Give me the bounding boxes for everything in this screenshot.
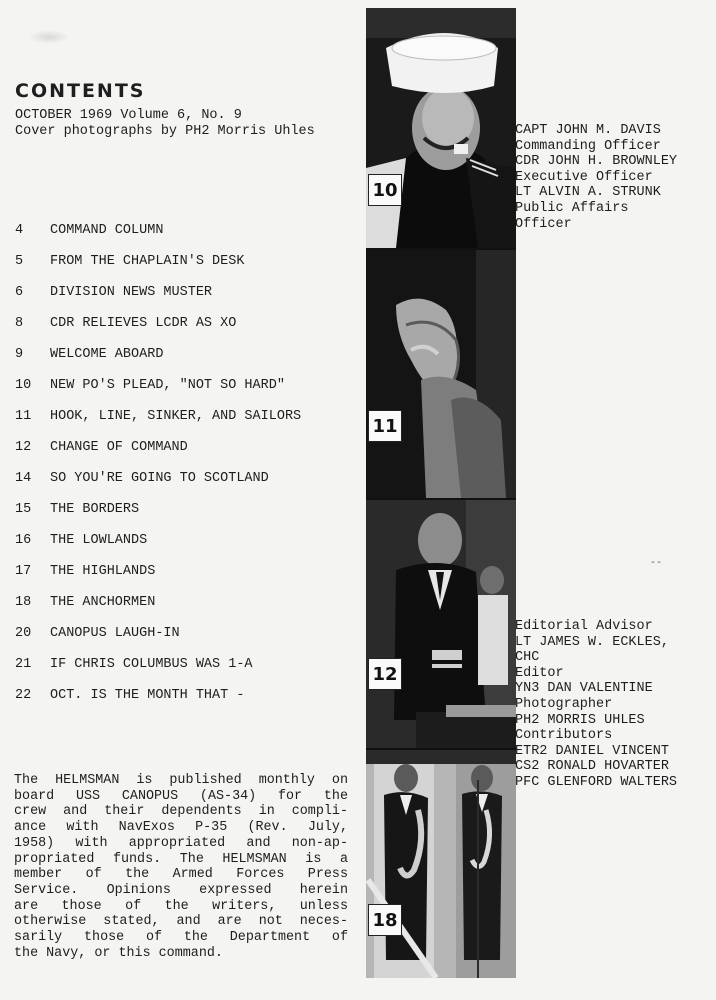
toc-entry [15,494,355,525]
staff-line: LT JAMES W. ECKLES, [515,634,669,650]
stray-mark: -- [650,558,663,569]
toc-entry [15,246,355,277]
staff-line: Editor [515,665,564,681]
toc-article-title: THE BORDERS [50,502,140,517]
photo-saxophone-players [366,750,516,978]
issue-line: OCTOBER 1969 Volume 6, No. 9 [15,108,242,123]
statement-line: The HELMSMAN is published monthly on [14,773,348,788]
toc-page-number: 18 [15,595,32,610]
toc-article-title: THE HIGHLANDS [50,564,156,579]
staff-line: Public Affairs [515,200,629,216]
statement-line: member of the Armed Forces Press [14,867,348,883]
editorial-staff [515,619,677,791]
toc-article-title: COMMAND COLUMN [50,223,164,238]
toc-article-title: OCT. IS THE MONTH THAT - [50,688,245,703]
toc-entry [15,680,355,711]
scan-speck [28,30,70,44]
statement-line: sarily those of the Department of [14,930,348,946]
toc-article-title: IF CHRIS COLUMBUS WAS 1-A [50,657,253,672]
toc-entry [15,649,355,680]
statement-line: crew and their dependents in compli- [14,804,348,820]
staff-line: PFC GLENFORD WALTERS [515,774,678,790]
toc-entry [15,215,355,246]
toc-page-number: 20 [15,626,32,641]
staff-line: Executive Officer [515,169,653,185]
toc-article-title: NEW PO'S PLEAD, "NOT SO HARD" [50,378,285,393]
toc-article-title: CANOPUS LAUGH-IN [50,626,180,641]
toc-entry [15,618,355,649]
toc-article-title: FROM THE CHAPLAIN'S DESK [50,254,245,269]
toc-article-title: WELCOME ABOARD [50,347,164,362]
toc-entry [15,370,355,401]
statement-line: the Navy, or this command. [14,945,223,961]
statement-line: otherwise stated, and are not neces- [14,914,348,930]
staff-line: ETR2 DANIEL VINCENT [515,743,669,759]
cover-credit: Cover photographs by PH2 Morris Uhles [15,124,315,139]
toc-page-number: 6 [15,285,24,300]
page-number-badge: 12 [368,658,402,690]
toc-entry [15,432,355,463]
staff-line: Editorial Advisor [515,619,653,634]
staff-line: Officer [515,216,572,232]
toc-page-number: 22 [15,688,32,703]
toc-article-title: CDR RELIEVES LCDR AS XO [50,316,237,331]
publication-statement [14,773,348,961]
page-number-badge: 11 [368,410,402,442]
toc-article-title: THE LOWLANDS [50,533,148,548]
toc-entry [15,463,355,494]
toc-page-number: 16 [15,533,32,548]
toc-page-number: 11 [15,409,32,424]
toc-article-title: DIVISION NEWS MUSTER [50,285,213,300]
toc-article-title: CHANGE OF COMMAND [50,440,188,455]
toc-page-number: 8 [15,316,24,331]
statement-line: ance with NavExos P-35 (Rev. July, [14,820,348,836]
photo-officer [366,500,516,748]
toc-page-number: 12 [15,440,32,455]
photo-sailor-laughing [366,8,516,248]
page-number-badge: 10 [368,174,402,206]
staff-line: Contributors [515,728,613,744]
contents-heading: CONTENTS [15,80,146,102]
toc-entry [15,556,355,587]
staff-line: LT ALVIN A. STRUNK [515,185,661,201]
staff-line: Commanding Officer [515,138,661,154]
statement-line: Service. Opinions expressed herein [14,882,348,898]
toc-article-title: THE ANCHORMEN [50,595,156,610]
statement-line: are those of the writers, unless [14,898,348,914]
staff-line: CS2 RONALD HOVARTER [515,759,669,775]
toc-entry [15,339,355,370]
toc-article-title: SO YOU'RE GOING TO SCOTLAND [50,471,269,486]
table-of-contents [15,215,355,711]
toc-page-number: 5 [15,254,24,269]
toc-page-number: 9 [15,347,24,362]
toc-page-number: 21 [15,657,32,672]
photo-hands [366,250,516,498]
toc-page-number: 10 [15,378,32,393]
command-staff [515,123,677,232]
staff-line: YN3 DAN VALENTINE [515,681,653,697]
statement-line: 1958) with appropriated and non-ap- [14,835,348,851]
statement-line: propriated funds. The HELMSMAN is a [14,851,348,867]
toc-entry [15,277,355,308]
toc-entry [15,525,355,556]
staff-line: CDR JOHN H. BROWNLEY [515,154,678,170]
toc-page-number: 14 [15,471,32,486]
toc-entry [15,401,355,432]
toc-page-number: 17 [15,564,32,579]
toc-entry [15,308,355,339]
toc-entry [15,587,355,618]
statement-line: board USS CANOPUS (AS-34) for the [14,788,348,804]
toc-page-number: 15 [15,502,32,517]
staff-line: Photographer [515,696,613,712]
photo-strip [366,8,516,978]
staff-line: CHC [515,650,540,666]
staff-line: PH2 MORRIS UHLES [515,712,645,728]
page-number-badge: 18 [368,904,402,936]
toc-page-number: 4 [15,223,24,238]
staff-line: CAPT JOHN M. DAVIS [515,123,661,138]
toc-article-title: HOOK, LINE, SINKER, AND SAILORS [50,409,302,424]
